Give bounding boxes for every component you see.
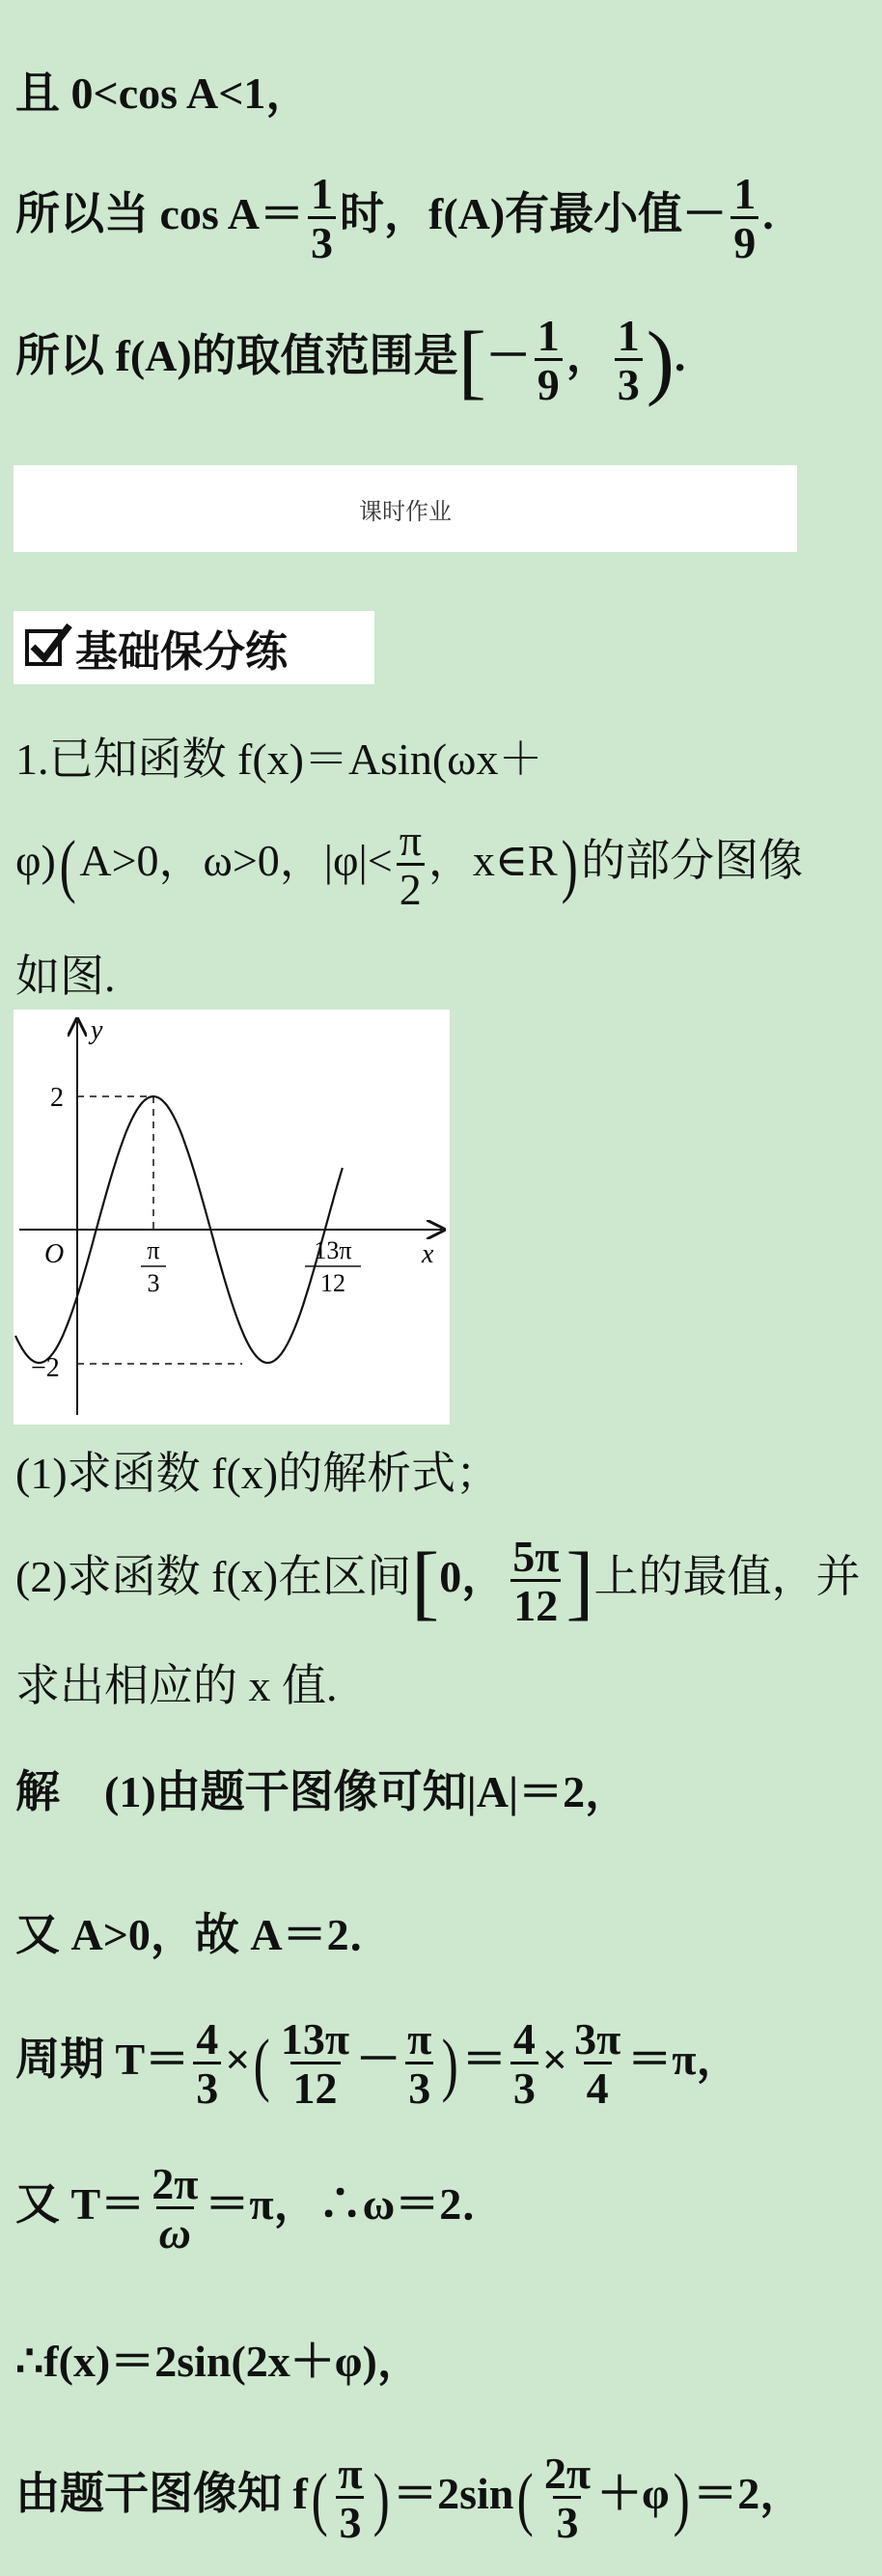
x-axis-label: x	[422, 1239, 434, 1269]
line3-prefix: 所以 f(A)的取值范围是	[15, 331, 458, 381]
fraction: $\frac{1}{3}$	[615, 314, 643, 407]
solution-line-2: 又 A>0，故 A＝2．	[15, 1910, 394, 1959]
solution-line-5: ∴f(x)＝2sin(2x＋φ)，	[15, 2337, 422, 2386]
solution-line-1: 解 (1)由题干图像可知|A|＝2，	[15, 1767, 630, 1816]
question-2-cont: 求出相应的 x 值.	[15, 1661, 338, 1710]
fraction: $\frac{1}{3}$	[308, 172, 336, 265]
y-max-label: 2	[50, 1083, 64, 1113]
fraction: $\frac{1}{9}$	[730, 172, 758, 265]
problem-line-2: φ)(A>0，ω>0，|φ|< $\frac{\pi}{2}$ ，x∈R)的部分图像	[15, 816, 804, 914]
solution-line-6: 由题干图像知 f( $\frac{\pi}{3}$ )＝2sin( $\frac{2\pi}{3}$ ＋φ)＝2，	[15, 2449, 805, 2547]
fraction: $\frac{1}{9}$	[535, 314, 563, 407]
text-line-3: 所以 f(A)的取值范围是[－ $\frac{1}{9}$ ， $\frac{1}{3}$ ).	[15, 311, 686, 409]
fraction: $\frac{\pi}{2}$	[397, 818, 425, 912]
question-1: (1)求函数 f(x)的解析式；	[15, 1449, 501, 1498]
section-tag-label: 基础保分练	[75, 628, 288, 676]
function-graph	[14, 1010, 450, 1425]
text-line-2: 所以当 cos A＝ $\frac{1}{3}$ 时，f(A)有最小值－ $\frac{1}{9}$ .	[15, 169, 774, 267]
line2-prefix: 所以当 cos A＝	[15, 189, 304, 239]
problem-line-3: 如图.	[15, 952, 116, 1001]
fraction: $\frac{5\pi}{12}$	[512, 1532, 560, 1630]
left-bracket: [	[457, 313, 486, 407]
x-tick-2-num: 13π	[314, 1236, 352, 1264]
question-2: (2)求函数 f(x)在区间[0， $\frac{5\pi}{12}$ ]上的最值，并	[15, 1532, 861, 1630]
solution-line-4: 又 T＝ $\frac{2\pi}{\omega}$ ＝π，∴ω＝2．	[15, 2159, 507, 2257]
y-min-label: −2	[31, 1353, 60, 1383]
y-axis-label: y	[91, 1015, 103, 1045]
right-paren: )	[646, 313, 675, 407]
solution-line-3: 周期 T＝ $\frac{4}{3}$ ×( $\frac{13\pi}{12}$ － $\frac{\pi}{3}$ )＝ $\frac{4}{3}$ × $\frac{3\pi}{4}$ ＝π，	[15, 2014, 741, 2113]
x-tick-2-den: 12	[320, 1269, 345, 1297]
x-tick-1-num: π	[147, 1236, 160, 1264]
section-tag	[14, 611, 374, 684]
problem-line-1: 1.已知函数 f(x)＝Asin(ωx＋	[15, 734, 543, 784]
section-bar-label: 课时作业	[359, 498, 452, 525]
section-bar	[14, 465, 797, 552]
x-tick-1-den: 3	[147, 1269, 160, 1297]
origin-label: O	[44, 1239, 65, 1269]
line2-mid: 时，f(A)有最小值－	[340, 189, 728, 239]
checkbox-icon	[25, 629, 62, 666]
text-line-1: 且 0<cos A<1，	[15, 69, 311, 118]
